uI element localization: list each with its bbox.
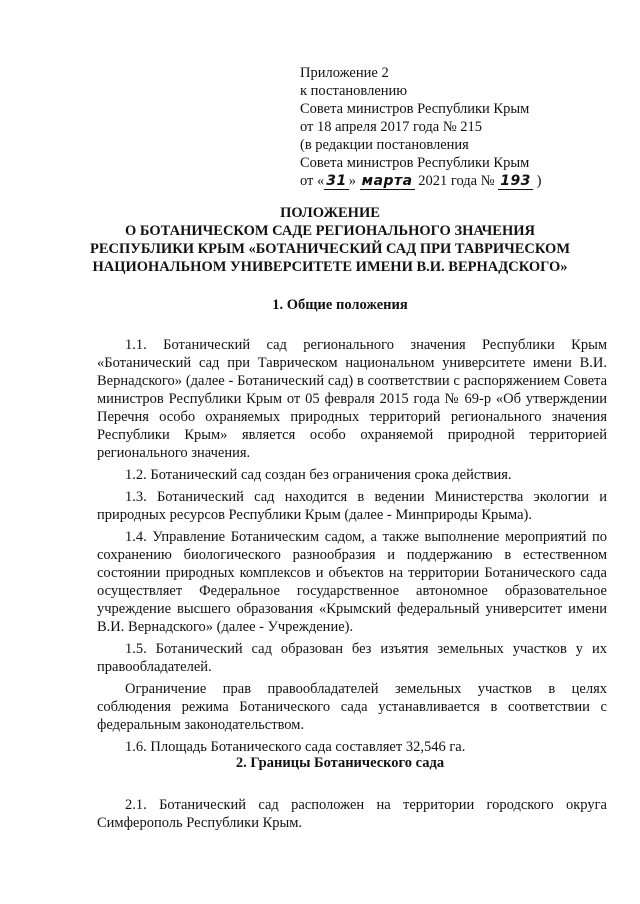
section-2-body <box>97 796 607 832</box>
appendix-line: Совета министров Республики Крым <box>300 101 530 117</box>
paragraph-restriction: Ограничение прав правообладателей земельных участков в целях соблюдения режима Ботанического сада устанавливается в соответствии с федеральным законодательством. <box>97 681 607 733</box>
paragraph-1-6: 1.6. Площадь Ботанического сада составляет 32,546 га. <box>125 739 466 755</box>
date-quote: » <box>348 173 357 189</box>
appendix-line: от 18 апреля 2017 года № 215 <box>300 119 483 135</box>
paragraph-1-3: 1.3. Ботанический сад находится в ведении Министерства экологии и природных ресурсов Республики Крым (далее - Минприроды Крыма). <box>97 489 607 523</box>
section-2-title: 2. Границы Ботанического сада <box>235 755 445 771</box>
title-line: РЕСПУБЛИКИ КРЫМ «БОТАНИЧЕСКИЙ САД ПРИ ТАВРИЧЕСКОМ <box>89 241 571 257</box>
paragraph-1-2: 1.2. Ботанический сад создан без ограничения срока действия. <box>125 467 512 483</box>
date-year: 2021 года № <box>418 173 495 189</box>
document-title <box>60 204 600 276</box>
handwritten-day: 31 <box>326 173 347 189</box>
appendix-line: Совета министров Республики Крым <box>300 155 530 171</box>
paragraph-2-1: 2.1. Ботанический сад расположен на территории городского округа Симферополь Республики Крым. <box>97 797 607 831</box>
appendix-line: к постановлению <box>300 83 408 99</box>
title-line: ПОЛОЖЕНИЕ <box>280 205 380 221</box>
section-1-title: 1. Общие положения <box>272 297 408 313</box>
appendix-line: Приложение 2 <box>300 65 389 81</box>
date-suffix: ) <box>536 173 542 189</box>
paragraph-1-5: 1.5. Ботанический сад образован без изъятия земельных участков у их правообладателей. <box>97 641 607 675</box>
handwritten-number: 193 <box>500 173 531 189</box>
appendix-line: (в редакции постановления <box>300 137 469 153</box>
date-prefix: от « <box>300 173 325 189</box>
handwritten-month: марта <box>361 173 413 189</box>
appendix-date-line <box>300 172 600 190</box>
paragraph-1-1: 1.1. Ботанический сад регионального значения Республики Крым «Ботанический сад при Таврическом национальном университете имени В.И. Вернадского» (далее - Ботанический сад) в соответствии с распоряжением Совета министров Республики Крым от 05 февраля 2015 года № 69-р «Об утверждении Перечня особо охраняемых природных территорий регионального значения Республики Крым» является особо охраняемой природной территорией регионального значения. <box>97 337 607 461</box>
title-line: О БОТАНИЧЕСКОМ САДЕ РЕГИОНАЛЬНОГО ЗНАЧЕНИЯ <box>125 223 535 239</box>
section-1-body <box>97 336 607 756</box>
title-line: НАЦИОНАЛЬНОМ УНИВЕРСИТЕТЕ ИМЕНИ В.И. ВЕРНАДСКОГО» <box>92 259 568 275</box>
paragraph-1-4: 1.4. Управление Ботаническим садом, а также выполнение мероприятий по сохранению биологического разнообразия и поддержанию в естественном состоянии природных комплексов и объектов на территории Ботанического сада осуществляет Федеральное государственное автономное образовательное учреждение высшего образования «Крымский федеральный университет имени В.И. Вернадского» (далее - Учреждение). <box>97 529 607 635</box>
appendix-header <box>300 64 600 190</box>
